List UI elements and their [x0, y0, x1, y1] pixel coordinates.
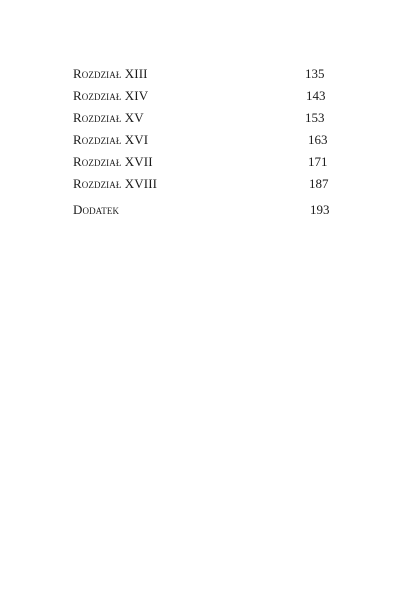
toc-entry — [73, 152, 331, 172]
toc-entry-label: Rozdział XV — [73, 110, 144, 125]
toc-entry — [73, 86, 331, 106]
toc-entry-page: 193 — [310, 202, 330, 217]
toc-entry — [73, 64, 331, 84]
toc-entry-page: 143 — [306, 88, 326, 103]
toc-entry-label: Rozdział XIII — [73, 66, 148, 81]
toc-entry-page: 171 — [308, 154, 328, 169]
toc-entry-page: 153 — [305, 110, 325, 125]
toc-entry — [73, 200, 331, 220]
toc-entry — [73, 130, 331, 150]
toc-entry-label: Rozdział XVIII — [73, 176, 158, 191]
toc-entry-page: 187 — [309, 176, 329, 191]
toc-entry-page: 163 — [308, 132, 328, 147]
toc-entry-label: Dodatek — [73, 202, 120, 217]
toc-entry-label: Rozdział XIV — [73, 88, 149, 103]
toc-entry-page: 135 — [305, 66, 325, 81]
toc-entry-label: Rozdział XVI — [73, 132, 149, 147]
toc-entry — [73, 108, 331, 128]
toc-entry-label: Rozdział XVII — [73, 154, 153, 169]
toc-entry — [73, 174, 331, 194]
